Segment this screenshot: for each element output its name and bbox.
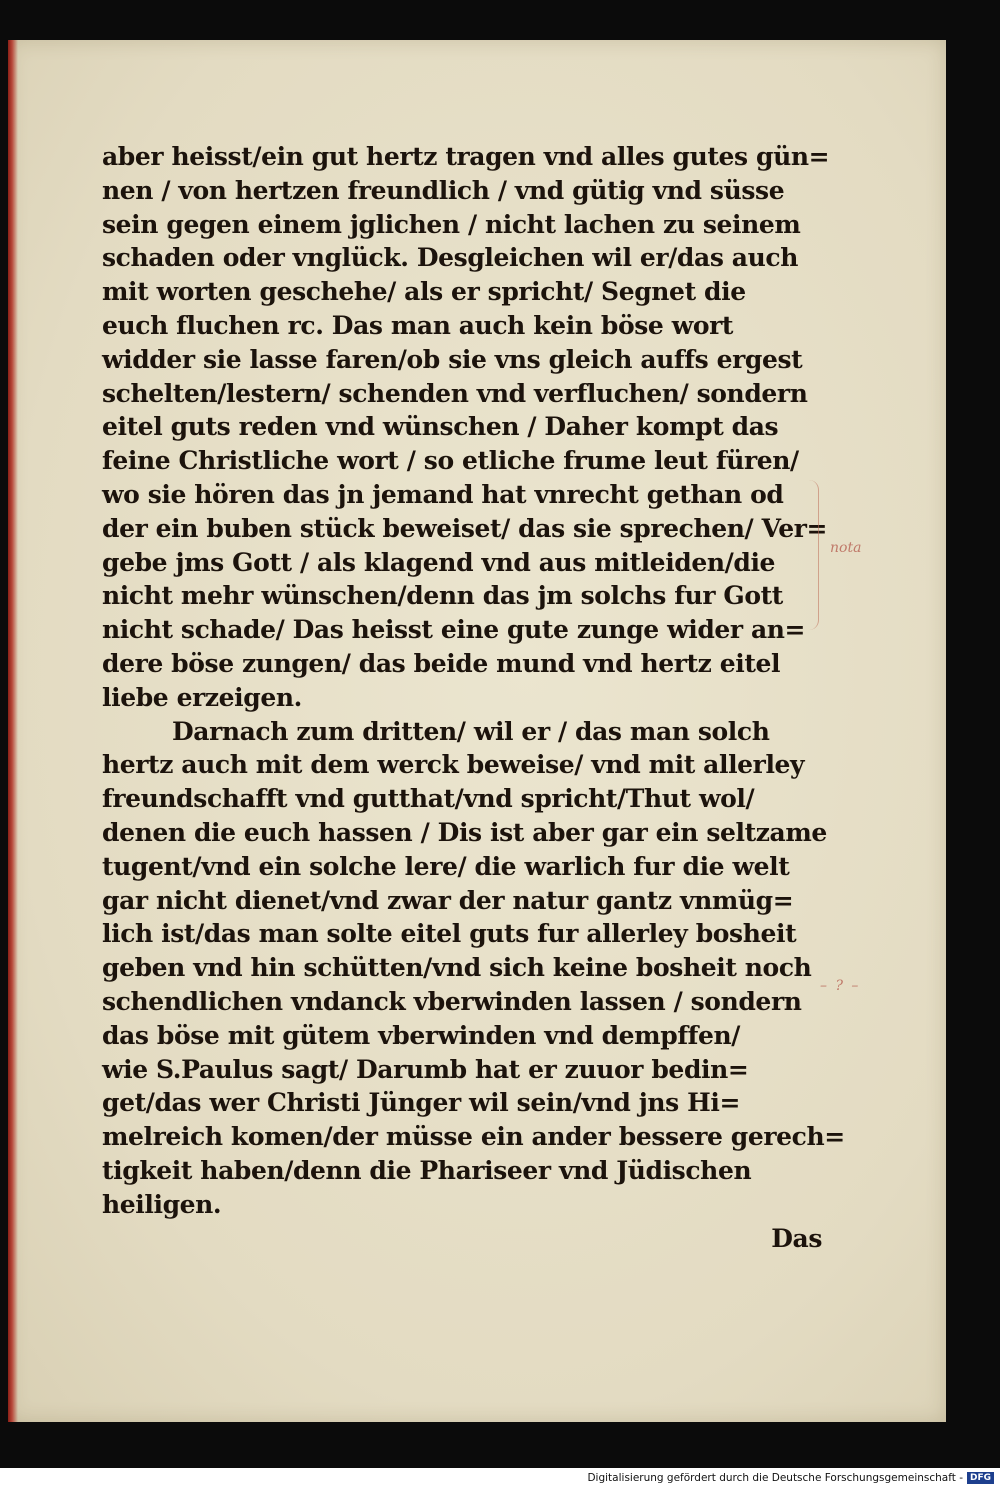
footer-credit-text: Digitalisierung gefördert durch die Deutsche Forschungsgemeinschaft -: [587, 1472, 963, 1484]
text-line: nen / von hertzen freundlich / vnd gütig vnd süsse: [102, 175, 785, 205]
text-line: geben vnd hin schütten/vnd sich keine bosheit noch: [102, 953, 812, 983]
text-line: sein gegen einem jglichen / nicht lachen zu seinem: [102, 209, 801, 239]
text-line: wie S.Paulus sagt/ Darumb hat er zuuor bedin=: [102, 1054, 749, 1084]
text-line: liebe erzeigen.: [102, 682, 302, 712]
text-line: das böse mit gütem vberwinden vnd dempffen/: [102, 1020, 741, 1050]
text-line: widder sie lasse faren/ob sie vns gleich auffs ergest: [102, 344, 803, 374]
margin-note: – ? –: [820, 978, 861, 994]
footer-credit: [587, 1470, 994, 1486]
text-line: gebe jms Gott / als klagend vnd aus mitleiden/die: [102, 547, 776, 577]
book-page: [8, 40, 946, 1422]
text-line: tugent/vnd ein solche lere/ die warlich fur die welt: [102, 851, 790, 881]
text-line: euch fluchen rc. Das man auch kein böse wort: [102, 310, 734, 340]
text-line: get/das wer Christi Jünger wil sein/vnd jns Hi=: [102, 1088, 740, 1118]
main-text-block: [102, 140, 845, 1255]
margin-note: nota: [830, 540, 862, 556]
text-line: wo sie hören das jn jemand hat vnrecht gethan od: [102, 479, 784, 509]
text-line: tigkeit haben/denn die Phariseer vnd Jüdischen: [102, 1155, 752, 1185]
text-line: nicht mehr wünschen/denn das jm solchs fur Gott: [102, 581, 783, 611]
text-line: gar nicht dienet/vnd zwar der natur gantz vnmüg=: [102, 885, 794, 915]
text-line: denen die euch hassen / Dis ist aber gar ein seltzame: [102, 817, 827, 847]
text-line: schelten/lestern/ schenden vnd verfluchen/ sondern: [102, 378, 808, 408]
page-red-edge: [8, 40, 18, 1422]
text-line: aber heisst/ein gut hertz tragen vnd alles gutes gün=: [102, 142, 830, 171]
text-line: eitel guts reden vnd wünschen / Daher kompt das: [102, 412, 779, 442]
text-line: dere böse zungen/ das beide mund vnd hertz eitel: [102, 648, 781, 678]
text-line: der ein buben stück beweiset/ das sie sprechen/ Ver=: [102, 513, 828, 543]
catchword: Das: [771, 1223, 822, 1253]
paragraph-start-line: Darnach zum dritten/ wil er / das man solch: [172, 716, 770, 746]
text-line: nicht schade/ Das heisst eine gute zunge wider an=: [102, 615, 806, 645]
text-line: freundschafft vnd gutthat/vnd spricht/Thut wol/: [102, 784, 755, 814]
text-line: schaden oder vnglück. Desgleichen wil er/das auch: [102, 243, 798, 273]
margin-bracket-mark: [808, 480, 819, 630]
text-line: hertz auch mit dem werck beweise/ vnd mit allerley: [102, 750, 805, 780]
text-line: schendlichen vndanck vberwinden lassen / sondern: [102, 986, 802, 1016]
text-line: lich ist/das man solte eitel guts fur allerley bosheit: [102, 919, 797, 949]
text-line: mit worten geschehe/ als er spricht/ Segnet die: [102, 277, 746, 307]
dfg-logo-icon: DFG: [967, 1472, 994, 1484]
text-line: feine Christliche wort / so etliche frume leut füren/: [102, 446, 799, 476]
text-line: melreich komen/der müsse ein ander bessere gerech=: [102, 1122, 845, 1152]
text-line: heiligen.: [102, 1189, 222, 1219]
